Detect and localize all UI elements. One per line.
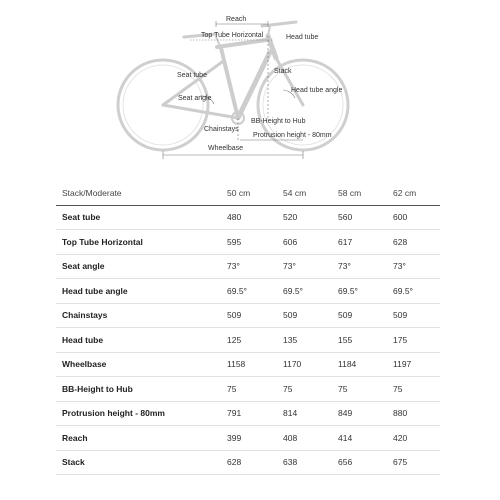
table-cell: 73° (283, 261, 296, 272)
table-row (56, 451, 440, 476)
table-cell: 606 (283, 236, 298, 247)
table-cell: 73° (338, 261, 351, 272)
table-cell: 638 (283, 457, 298, 468)
bike-geometry-diagram (0, 0, 500, 170)
table-cell: 849 (338, 408, 353, 419)
size-system-label: Stack/Moderate (62, 187, 122, 198)
row-label: Stack (62, 457, 85, 468)
seat-angle-label: Seat angle (178, 95, 212, 102)
table-cell: 73° (393, 261, 406, 272)
row-label: Head tube angle (62, 285, 128, 296)
table-cell: 880 (393, 408, 408, 419)
table-row (56, 206, 440, 231)
head-tube-label: Head tube (286, 34, 319, 41)
geometry-table (56, 181, 440, 475)
table-row (56, 377, 440, 402)
wheelbase-label: Wheelbase (208, 145, 244, 152)
table-cell: 175 (393, 334, 408, 345)
table-cell: 73° (227, 261, 240, 272)
table-cell: 509 (227, 310, 242, 321)
reach-label: Reach (226, 16, 247, 23)
table-cell: 560 (338, 212, 353, 223)
table-cell: 69.5° (283, 285, 303, 296)
table-cell: 155 (338, 334, 353, 345)
table-cell: 414 (338, 432, 353, 443)
chainstays-label: Chainstays (204, 126, 239, 133)
table-cell: 420 (393, 432, 408, 443)
table-row (56, 230, 440, 255)
bb-height-label: BB-Height to Hub (251, 118, 306, 125)
row-label: Wheelbase (62, 359, 107, 370)
column-header: 54 cm (283, 187, 307, 198)
row-label: Chainstays (62, 310, 108, 321)
table-cell: 617 (338, 236, 353, 247)
table-cell: 399 (227, 432, 242, 443)
table-cell: 814 (283, 408, 298, 419)
table-cell: 125 (227, 334, 242, 345)
table-row (56, 304, 440, 329)
table-cell: 509 (283, 310, 298, 321)
table-cell: 75 (283, 383, 293, 394)
table-cell: 656 (338, 457, 353, 468)
table-cell: 628 (227, 457, 242, 468)
row-label: Seat angle (62, 261, 105, 272)
row-label: Head tube (62, 334, 104, 345)
table-cell: 1158 (227, 359, 246, 370)
row-label: Reach (62, 432, 88, 443)
table-row (56, 255, 440, 280)
table-cell: 75 (227, 383, 237, 394)
stack-label: Stack (274, 68, 292, 75)
table-cell: 1197 (393, 359, 412, 370)
protrusion-label: Protrusion height - 80mm (253, 132, 332, 139)
table-cell: 791 (227, 408, 242, 419)
row-label: Top Tube Horizontal (62, 236, 143, 247)
seat-tube-label: Seat tube (177, 72, 207, 79)
table-header-row (56, 181, 440, 206)
table-cell: 69.5° (393, 285, 413, 296)
table-cell: 628 (393, 236, 408, 247)
table-cell: 600 (393, 212, 408, 223)
table-cell: 75 (338, 383, 348, 394)
column-header: 58 cm (338, 187, 362, 198)
table-cell: 595 (227, 236, 242, 247)
row-label: BB-Height to Hub (62, 383, 133, 394)
top-tube-label: Top Tube Horizontal (201, 32, 264, 39)
head-tube-angle-label: Head tube angle (291, 87, 343, 94)
table-row (56, 353, 440, 378)
table-cell: 509 (393, 310, 408, 321)
table-cell: 675 (393, 457, 408, 468)
table-cell: 1184 (338, 359, 357, 370)
table-cell: 69.5° (338, 285, 358, 296)
table-row (56, 402, 440, 427)
column-header: 62 cm (393, 187, 417, 198)
table-cell: 1170 (283, 359, 302, 370)
row-label: Protrusion height - 80mm (62, 408, 165, 419)
table-row (56, 279, 440, 304)
table-cell: 69.5° (227, 285, 247, 296)
table-cell: 509 (338, 310, 353, 321)
table-cell: 520 (283, 212, 298, 223)
table-cell: 408 (283, 432, 298, 443)
table-cell: 135 (283, 334, 298, 345)
row-label: Seat tube (62, 212, 101, 223)
table-row (56, 328, 440, 353)
column-header: 50 cm (227, 187, 251, 198)
table-cell: 480 (227, 212, 242, 223)
table-cell: 75 (393, 383, 403, 394)
table-row (56, 426, 440, 451)
